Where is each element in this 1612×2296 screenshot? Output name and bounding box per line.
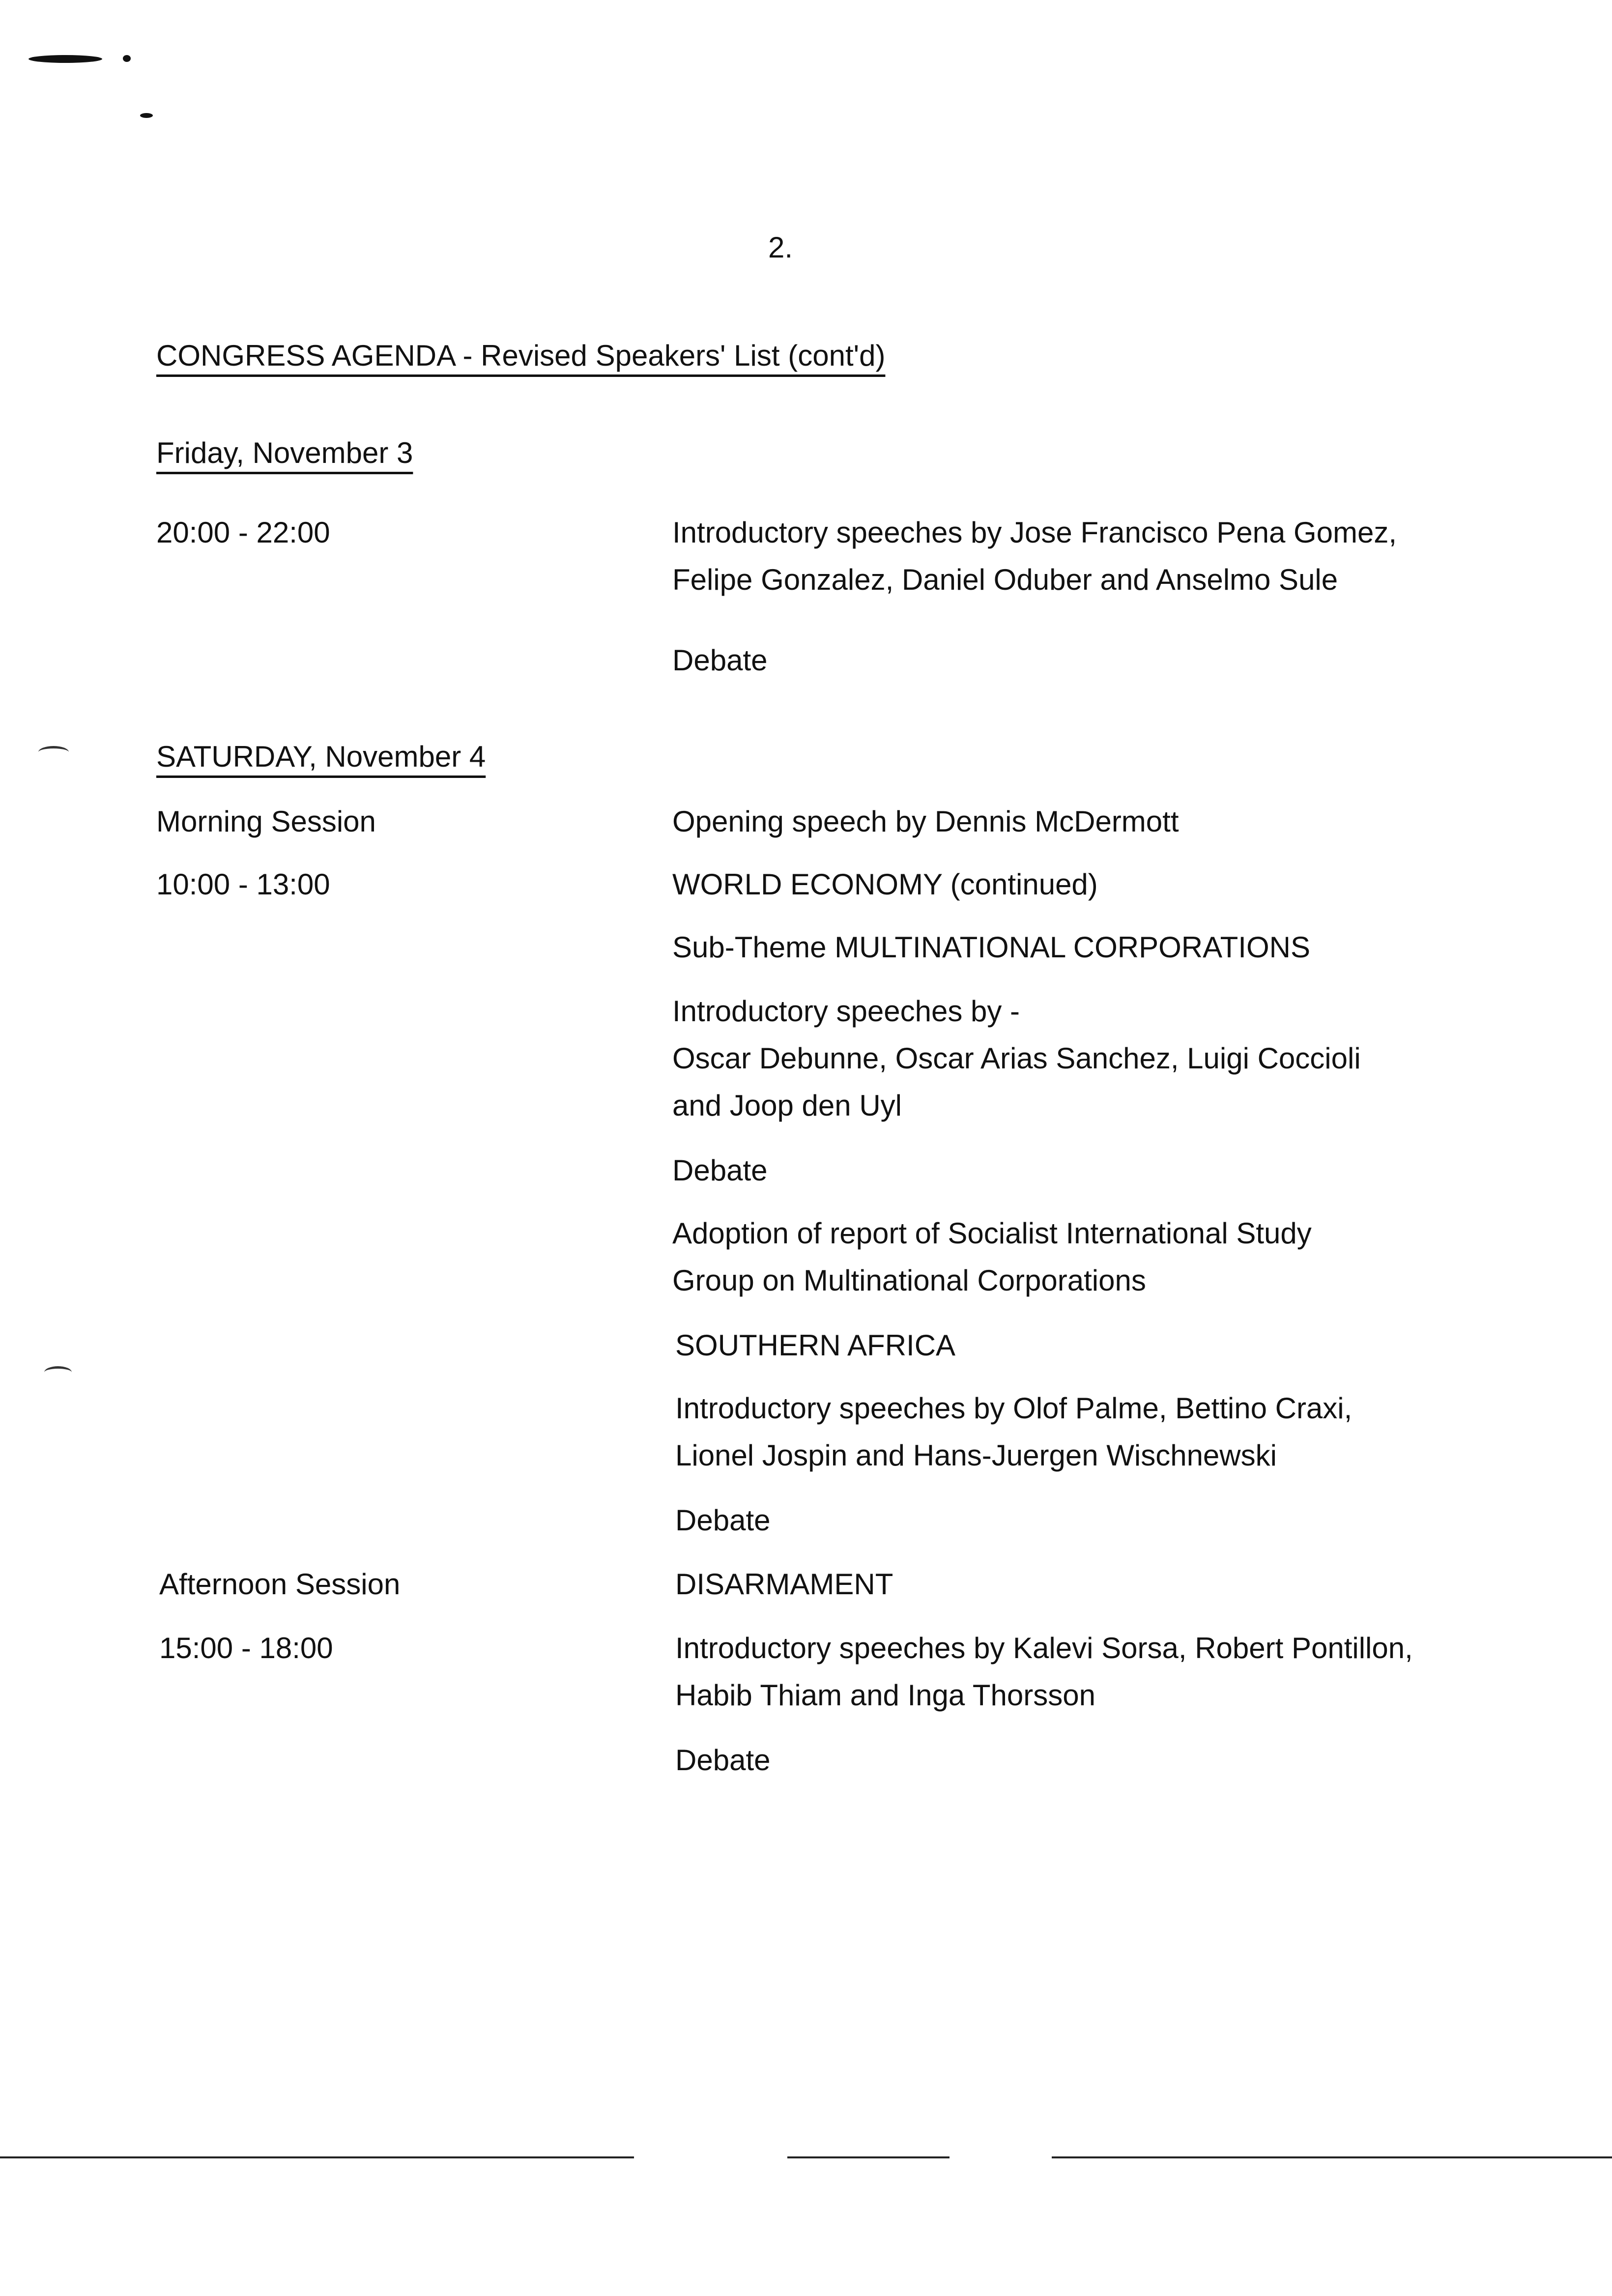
page-number: 2. — [768, 231, 793, 264]
agenda-item: DISARMAMENT — [675, 1568, 893, 1601]
agenda-item: Habib Thiam and Inga Thorsson — [675, 1679, 1095, 1712]
agenda-item: Debate — [675, 1744, 771, 1777]
agenda-item: Introductory speeches by Kalevi Sorsa, Robert Pontillon, — [675, 1632, 1413, 1665]
agenda-item: and Joop den Uyl — [672, 1089, 902, 1122]
agenda-item: Lionel Jospin and Hans-Juergen Wischnewski — [675, 1439, 1277, 1472]
saturday-date-heading: SATURDAY, November 4 — [156, 740, 486, 773]
agenda-item: Debate — [675, 1504, 771, 1537]
margin-mark — [38, 746, 69, 758]
agenda-item: Opening speech by Dennis McDermott — [672, 805, 1179, 838]
agenda-item: Introductory speeches by Jose Francisco Pena Gomez, — [672, 516, 1397, 549]
footer-rule — [1052, 2156, 1612, 2158]
session-label: Morning Session — [156, 805, 376, 838]
agenda-item: SOUTHERN AFRICA — [675, 1329, 956, 1362]
footer-rule — [0, 2156, 634, 2158]
agenda-item: Felipe Gonzalez, Daniel Oduber and Anselmo Sule — [672, 563, 1338, 596]
agenda-item: Debate — [672, 1154, 768, 1187]
session-label: Afternoon Session — [159, 1568, 401, 1601]
scan-mark — [123, 55, 131, 62]
agenda-item: Introductory speeches by - — [672, 995, 1020, 1028]
agenda-item: WORLD ECONOMY (continued) — [672, 868, 1098, 901]
footer-rule — [787, 2156, 950, 2158]
agenda-item: Oscar Debunne, Oscar Arias Sanchez, Luigi Coccioli — [672, 1042, 1361, 1075]
agenda-item: Adoption of report of Socialist International Study — [672, 1217, 1312, 1250]
scan-mark — [140, 113, 153, 118]
agenda-item: Debate — [672, 644, 768, 677]
margin-mark — [44, 1366, 72, 1378]
friday-time: 20:00 - 22:00 — [156, 516, 330, 549]
session-time: 10:00 - 13:00 — [156, 868, 330, 901]
scan-mark — [29, 55, 102, 63]
session-time: 15:00 - 18:00 — [159, 1632, 333, 1665]
agenda-item: Group on Multinational Corporations — [672, 1264, 1146, 1297]
agenda-item: Introductory speeches by Olof Palme, Bettino Craxi, — [675, 1392, 1353, 1425]
agenda-item: Sub-Theme MULTINATIONAL CORPORATIONS — [672, 931, 1310, 964]
agenda-title: CONGRESS AGENDA - Revised Speakers' List (cont'd) — [156, 339, 886, 372]
friday-date-heading: Friday, November 3 — [156, 436, 413, 469]
